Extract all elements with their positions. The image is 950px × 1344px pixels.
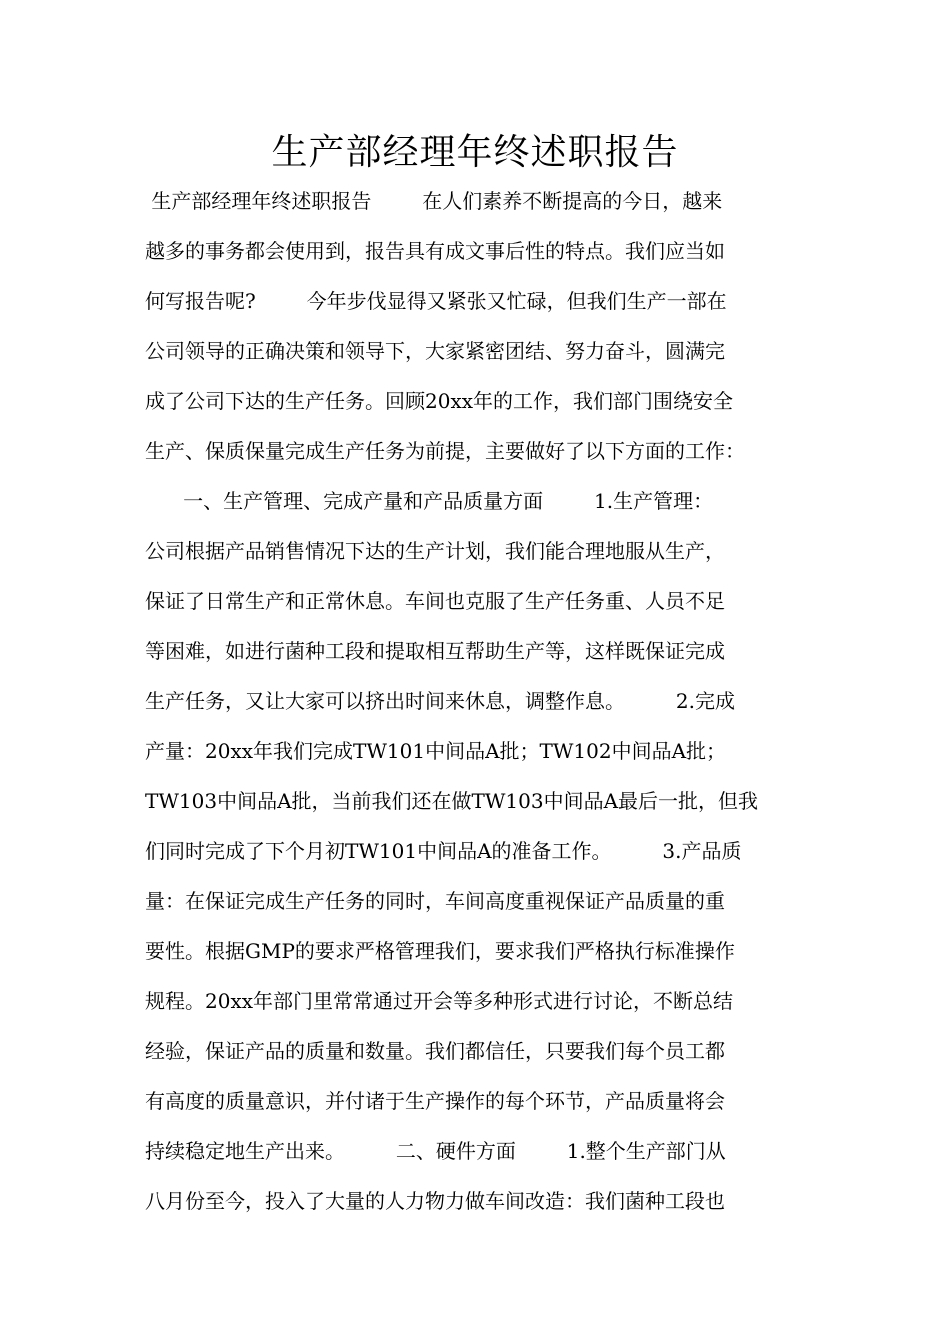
body-line: 等困难，如进行菌种工段和提取相互帮助生产等，这样既保证完成	[145, 639, 725, 663]
body-line: 持续稳定地生产出来。 二、硬件方面 1.整个生产部门从	[145, 1139, 726, 1163]
body-line: 生产、保质保量完成生产任务为前提，主要做好了以下方面的工作：	[145, 439, 745, 463]
body-line: 有高度的质量意识，并付诸于生产操作的每个环节，产品质量将会	[145, 1089, 725, 1113]
body-line: 越多的事务都会使用到，报告具有成文事后性的特点。我们应当如	[145, 239, 725, 263]
body-line: 量：在保证完成生产任务的同时，车间高度重视保证产品质量的重	[145, 889, 725, 913]
body-line: 产量：20xx年我们完成TW101中间品A批；TW102中间品A批；	[145, 739, 727, 763]
body-line: 何写报告呢? 今年步伐显得又紧张又忙碌，但我们生产一部在	[145, 289, 727, 313]
body-line: 保证了日常生产和正常休息。车间也克服了生产任务重、人员不足	[145, 589, 725, 613]
body-line: 生产部经理年终述职报告 在人们素养不断提高的今日，越来	[145, 189, 723, 213]
body-line: 一、生产管理、完成产量和产品质量方面 1.生产管理：	[145, 489, 714, 513]
body-line: 八月份至今，投入了大量的人力物力做车间改造：我们菌种工段也	[145, 1189, 725, 1213]
body-line: 们同时完成了下个月初TW101中间品A的准备工作。 3.产品质	[145, 839, 742, 863]
body-line: 要性。根据GMP的要求严格管理我们，要求我们严格执行标准操作	[145, 939, 735, 963]
body-line: TW103中间品A批，当前我们还在做TW103中间品A最后一批，但我	[145, 789, 759, 813]
document-title: 生产部经理年终述职报告	[271, 132, 679, 173]
document-body	[145, 176, 815, 1226]
body-line: 生产任务，又让大家可以挤出时间来休息，调整作息。 2.完成	[145, 689, 735, 713]
body-line: 成了公司下达的生产任务。回顾20xx年的工作，我们部门围绕安全	[145, 389, 734, 413]
body-line: 公司领导的正确决策和领导下，大家紧密团结、努力奋斗，圆满完	[145, 339, 725, 363]
body-line: 规程。20xx年部门里常常通过开会等多种形式进行讨论，不断总结	[145, 989, 734, 1013]
body-line: 公司根据产品销售情况下达的生产计划，我们能合理地服从生产，	[145, 539, 725, 563]
body-line: 经验，保证产品的质量和数量。我们都信任，只要我们每个员工都	[145, 1039, 725, 1063]
